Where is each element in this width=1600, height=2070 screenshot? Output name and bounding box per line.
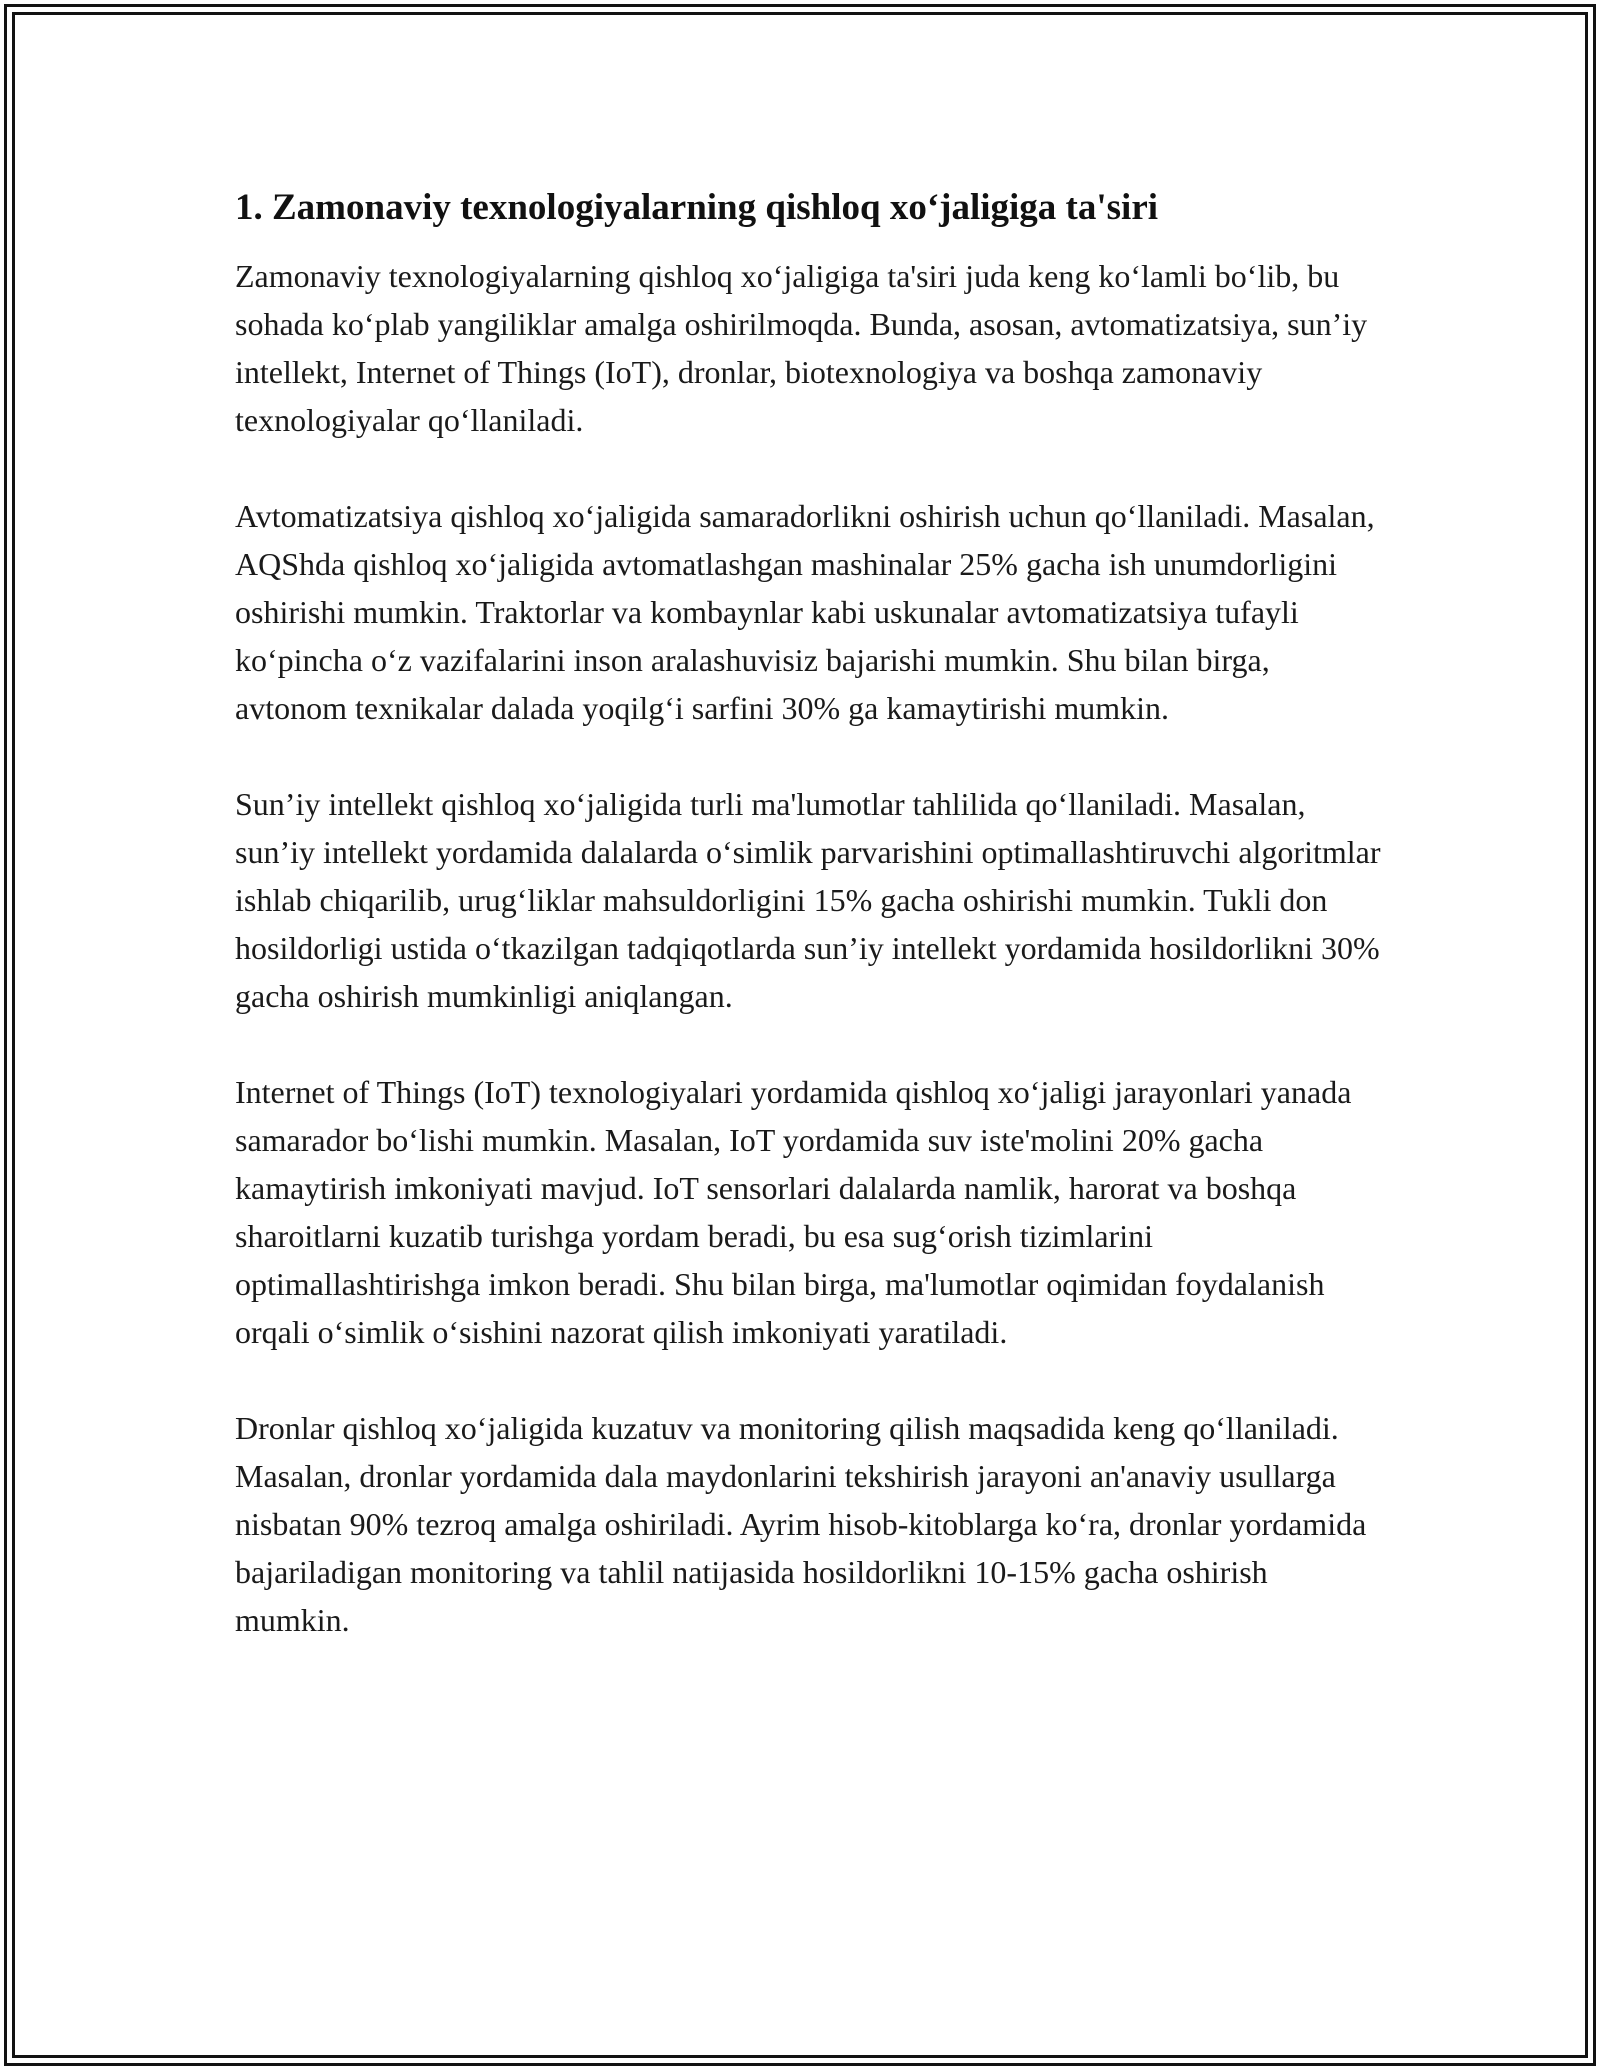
document-body	[235, 186, 1385, 1692]
paragraph-ai: Sun’iy intellekt qishloq xo‘jaligida turli ma'lumotlar tahlilida qo‘llaniladi. Masalan, sun’iy intellekt yordamida dalalarda o‘simlik parvarishini optimallashtiruvchi algoritmlar ishlab chiqarilib, urug‘liklar mahsuldorligini 15% gacha oshirishi mumkin. Tukli don hosildorligi ustida o‘tkazilgan tadqiqotlarda sun’iy intellekt yordamida hosildorlikni 30% gacha oshirish mumkinligi aniqlangan.	[235, 786, 1381, 1015]
paragraph-automation: Avtomatizatsiya qishloq xo‘jaligida samaradorlikni oshirish uchun qo‘llaniladi. Masalan, AQShda qishloq xo‘jaligida avtomatlashgan mashinalar 25% gacha ish unumdorligini oshirishi mumkin. Traktorlar va kombaynlar kabi uskunalar avtomatizatsiya tufayli ko‘pincha o‘z vazifalarini inson aralashuvisiz bajarishi mumkin. Shu bilan birga, avtonom texnikalar dalada yoqilg‘i sarfini 30% ga kamaytirishi mumkin.	[235, 498, 1375, 727]
paragraph-intro: Zamonaviy texnologiyalarning qishloq xo‘jaligiga ta'siri juda keng ko‘lamli bo‘lib, bu sohada ko‘plab yangiliklar amalga oshirilmoqda. Bunda, asosan, avtomatizatsiya, sun’iy intellekt, Internet of Things (IoT), dronlar, biotexnologiya va boshqa zamonaviy texnologiyalar qo‘llaniladi.	[235, 258, 1368, 439]
paragraph-iot: Internet of Things (IoT) texnologiyalari yordamida qishloq xo‘jaligi jarayonlari yanada samarador bo‘lishi mumkin. Masalan, IoT yordamida suv iste'molini 20% gacha kamaytirish imkoniyati mavjud. IoT sensorlari dalalarda namlik, harorat va boshqa sharoitlarni kuzatib turishga yordam beradi, bu esa sug‘orish tizimlarini optimallashtirishga imkon beradi. Shu bilan birga, ma'lumotlar oqimidan foydalanish orqali o‘simlik o‘sishini nazorat qilish imkoniyati yaratiladi.	[235, 1074, 1352, 1351]
paragraph-drones: Dronlar qishloq xo‘jaligida kuzatuv va monitoring qilish maqsadida keng qo‘llaniladi. Masalan, dronlar yordamida dala maydonlarini tekshirish jarayoni an'anaviy usullarga nisbatan 90% tezroq amalga oshiriladi. Ayrim hisob-kitoblarga ko‘ra, dronlar yordamida bajariladigan monitoring va tahlil natijasida hosildorlikni 10-15% gacha oshirish mumkin.	[235, 1410, 1367, 1639]
section-heading: 1. Zamonaviy texnologiyalarning qishloq xo‘jaligiga ta'siri	[235, 187, 1159, 228]
